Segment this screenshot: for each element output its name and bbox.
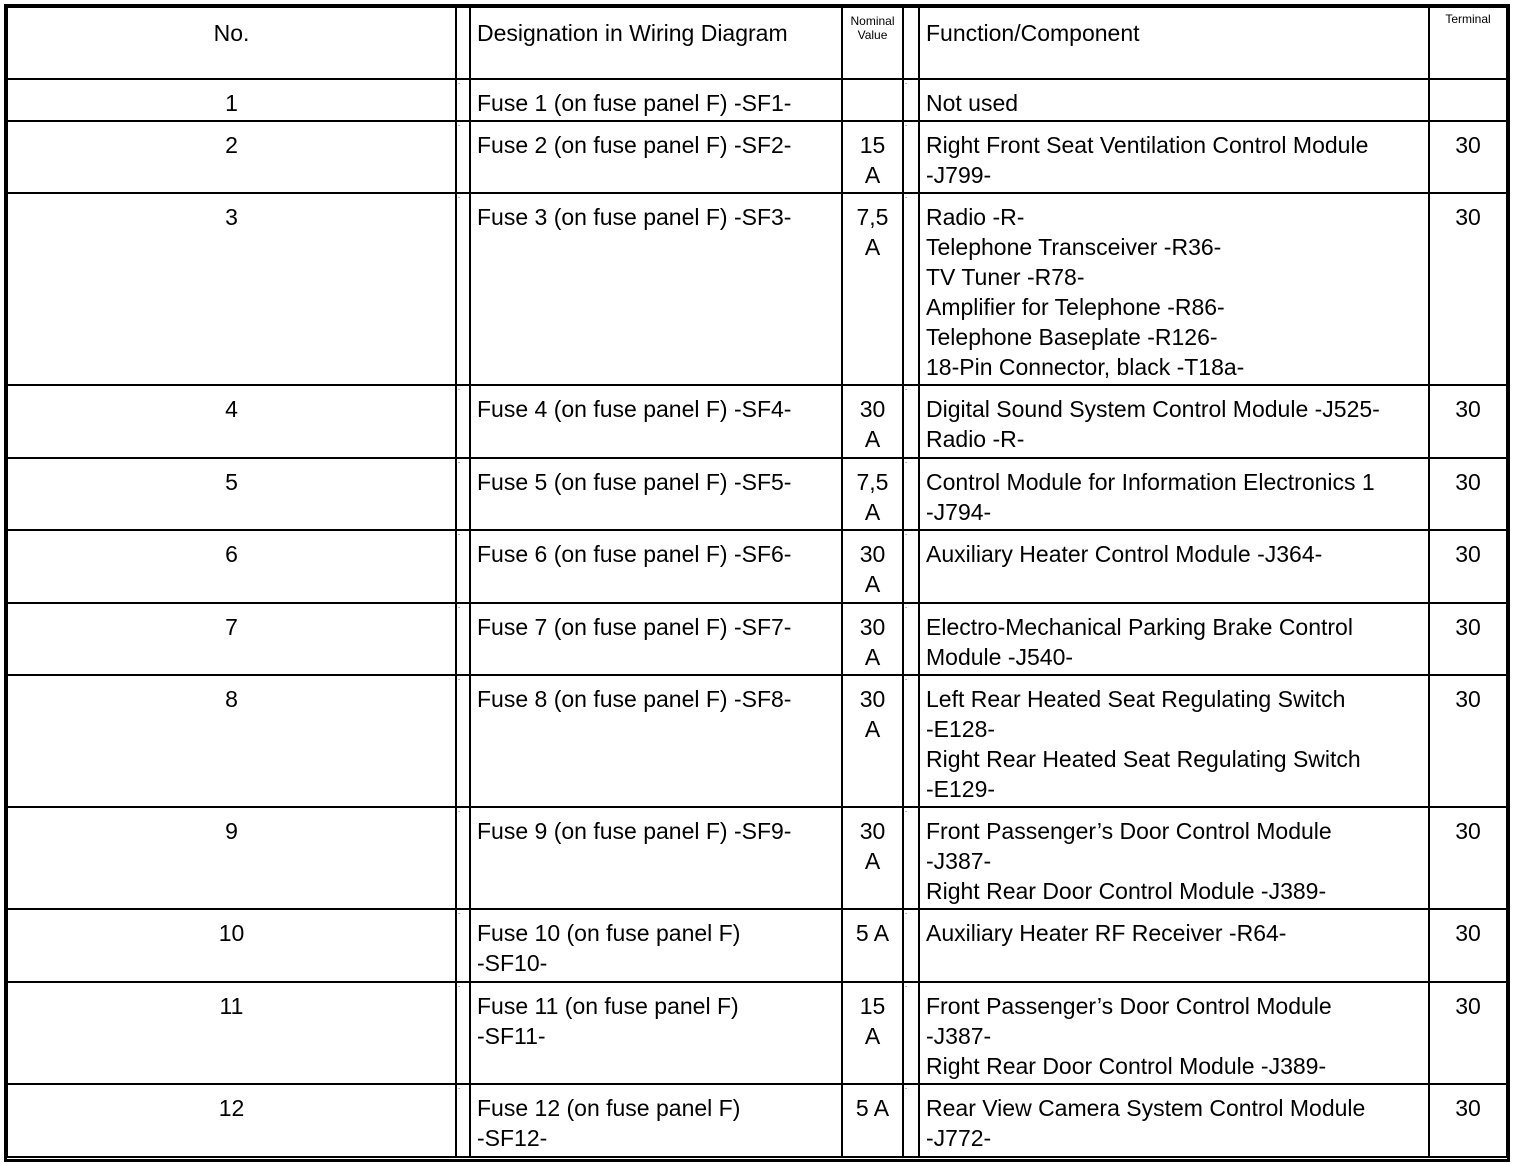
table-row bbox=[7, 603, 1507, 675]
nominal-value-line: A bbox=[864, 644, 881, 670]
function-cell bbox=[919, 385, 1429, 458]
terminal-cell bbox=[1429, 79, 1507, 121]
row-spacer: ˙ bbox=[456, 121, 470, 193]
designation-line: Fuse 11 (on fuse panel F) bbox=[477, 993, 739, 1019]
row-spacer: ˙ bbox=[456, 385, 470, 458]
function-cell bbox=[919, 121, 1429, 193]
terminal-cell: 30 bbox=[1429, 807, 1507, 909]
row-spacer: ˙ bbox=[903, 675, 919, 807]
fuse-number: 11 bbox=[7, 982, 456, 1084]
nominal-value-cell bbox=[842, 530, 903, 603]
function-cell bbox=[919, 530, 1429, 603]
row-spacer: ˙ bbox=[903, 121, 919, 193]
row-spacer: ˙ bbox=[903, 603, 919, 675]
terminal-cell: 30 bbox=[1429, 193, 1507, 385]
designation-line: Fuse 10 (on fuse panel F) bbox=[477, 920, 741, 946]
row-spacer: ˙ bbox=[456, 807, 470, 909]
fuse-number: 10 bbox=[7, 909, 456, 982]
row-spacer: ˙ bbox=[456, 193, 470, 385]
designation-cell bbox=[470, 909, 842, 982]
function-line: -E129- bbox=[926, 776, 996, 802]
table-row bbox=[7, 79, 1507, 121]
nominal-value-line: 7,5 bbox=[856, 469, 889, 495]
fuse-number: 8 bbox=[7, 675, 456, 807]
nominal-value-line: A bbox=[864, 1023, 881, 1049]
row-spacer: ˙ bbox=[456, 982, 470, 1084]
function-line: Rear View Camera System Control Module bbox=[926, 1095, 1366, 1121]
function-line: Front Passenger’s Door Control Module bbox=[926, 993, 1332, 1019]
designation-line: -SF12- bbox=[477, 1125, 548, 1151]
designation-cell bbox=[470, 1084, 842, 1157]
designation-line: Fuse 7 (on fuse panel F) -SF7- bbox=[477, 614, 792, 640]
nominal-value-line: A bbox=[864, 234, 881, 260]
row-spacer: ˙ bbox=[903, 79, 919, 121]
terminal-cell: 30 bbox=[1429, 675, 1507, 807]
function-cell bbox=[919, 79, 1429, 121]
function-line: Not used bbox=[926, 90, 1019, 116]
fuse-number: 7 bbox=[7, 603, 456, 675]
function-line: Telephone Baseplate -R126- bbox=[926, 324, 1218, 350]
designation-line: -SF11- bbox=[477, 1023, 546, 1049]
function-line: Front Passenger’s Door Control Module bbox=[926, 818, 1332, 844]
function-line: -J387- bbox=[926, 1023, 992, 1049]
designation-cell bbox=[470, 530, 842, 603]
header-row bbox=[7, 7, 1507, 79]
designation-line: Fuse 3 (on fuse panel F) -SF3- bbox=[477, 204, 792, 230]
fuse-number: 1 bbox=[7, 79, 456, 121]
nominal-value-line: 5 A bbox=[855, 1095, 890, 1121]
function-line: -J387- bbox=[926, 848, 992, 874]
function-cell bbox=[919, 1084, 1429, 1157]
function-line: Right Rear Heated Seat Regulating Switch bbox=[926, 746, 1361, 772]
designation-line: Fuse 2 (on fuse panel F) -SF2- bbox=[477, 132, 792, 158]
table-row bbox=[7, 807, 1507, 909]
nominal-value-cell bbox=[842, 193, 903, 385]
nominal-value-line: A bbox=[864, 162, 881, 188]
function-line: Right Rear Door Control Module -J389- bbox=[926, 878, 1327, 904]
designation-cell bbox=[470, 807, 842, 909]
row-spacer: ˙ bbox=[456, 675, 470, 807]
designation-line: Fuse 12 (on fuse panel F) bbox=[477, 1095, 741, 1121]
function-cell bbox=[919, 675, 1429, 807]
fuse-number: 5 bbox=[7, 458, 456, 530]
function-line: Radio -R- bbox=[926, 426, 1025, 452]
function-line: -E128- bbox=[926, 716, 996, 742]
nominal-value-line: A bbox=[864, 499, 881, 525]
row-spacer: ˙ bbox=[456, 458, 470, 530]
nominal-value-line: A bbox=[864, 571, 881, 597]
function-line: -J772- bbox=[926, 1125, 992, 1151]
row-spacer: ˙ bbox=[456, 530, 470, 603]
designation-cell bbox=[470, 121, 842, 193]
row-spacer: ˙ bbox=[903, 193, 919, 385]
function-line: Amplifier for Telephone -R86- bbox=[926, 294, 1225, 320]
function-line: Telephone Transceiver -R36- bbox=[926, 234, 1222, 260]
function-line: Left Rear Heated Seat Regulating Switch bbox=[926, 686, 1346, 712]
fuse-number: 12 bbox=[7, 1084, 456, 1157]
fuse-number: 4 bbox=[7, 385, 456, 458]
designation-line: -SF10- bbox=[477, 950, 548, 976]
designation-line: Fuse 4 (on fuse panel F) -SF4- bbox=[477, 396, 792, 422]
fuse-number: 6 bbox=[7, 530, 456, 603]
function-cell bbox=[919, 193, 1429, 385]
nominal-value-cell bbox=[842, 385, 903, 458]
table-row bbox=[7, 675, 1507, 807]
nominal-value-cell bbox=[842, 603, 903, 675]
row-spacer: ˙ bbox=[903, 1084, 919, 1157]
terminal-cell: 30 bbox=[1429, 909, 1507, 982]
nominal-value-line: 15 bbox=[859, 993, 886, 1019]
function-line: Auxiliary Heater RF Receiver -R64- bbox=[926, 920, 1287, 946]
nominal-value-cell bbox=[842, 121, 903, 193]
nominal-value-line: A bbox=[864, 426, 881, 452]
table-row bbox=[7, 458, 1507, 530]
nominal-value-line: 30 bbox=[859, 396, 886, 422]
function-cell bbox=[919, 603, 1429, 675]
header-nominal-line-2: Value bbox=[857, 28, 888, 42]
nominal-value-line: 30 bbox=[859, 541, 886, 567]
designation-line: Fuse 8 (on fuse panel F) -SF8- bbox=[477, 686, 792, 712]
terminal-cell: 30 bbox=[1429, 603, 1507, 675]
nominal-value-line: 30 bbox=[859, 614, 886, 640]
table-body bbox=[7, 7, 1507, 1157]
header-terminal: Terminal bbox=[1429, 7, 1507, 79]
function-line: 18-Pin Connector, black -T18a- bbox=[926, 354, 1245, 380]
row-spacer: ˙ bbox=[903, 909, 919, 982]
designation-line: Fuse 1 (on fuse panel F) -SF1- bbox=[477, 90, 792, 116]
function-line: TV Tuner -R78- bbox=[926, 264, 1085, 290]
row-spacer: ˙ bbox=[903, 385, 919, 458]
fuse-number: 9 bbox=[7, 807, 456, 909]
terminal-cell: 30 bbox=[1429, 982, 1507, 1084]
function-line: -J794- bbox=[926, 499, 992, 525]
function-line: Module -J540- bbox=[926, 644, 1074, 670]
nominal-value-line: 5 A bbox=[855, 920, 890, 946]
nominal-value-cell bbox=[842, 675, 903, 807]
header-no: No. bbox=[7, 7, 456, 79]
terminal-cell: 30 bbox=[1429, 530, 1507, 603]
nominal-value-line: A bbox=[864, 848, 881, 874]
function-cell bbox=[919, 909, 1429, 982]
designation-cell bbox=[470, 603, 842, 675]
designation-line: Fuse 9 (on fuse panel F) -SF9- bbox=[477, 818, 792, 844]
function-line: Auxiliary Heater Control Module -J364- bbox=[926, 541, 1323, 567]
function-line: Radio -R- bbox=[926, 204, 1025, 230]
nominal-value-cell bbox=[842, 982, 903, 1084]
function-cell bbox=[919, 458, 1429, 530]
table-row bbox=[7, 385, 1507, 458]
function-line: Right Front Seat Ventilation Control Module bbox=[926, 132, 1369, 158]
row-spacer: ˙ bbox=[456, 909, 470, 982]
designation-cell bbox=[470, 79, 842, 121]
designation-cell bbox=[470, 458, 842, 530]
fuse-number: 2 bbox=[7, 121, 456, 193]
header-nominal-value bbox=[842, 7, 903, 79]
nominal-value-cell bbox=[842, 909, 903, 982]
table-row bbox=[7, 193, 1507, 385]
nominal-value-line: A bbox=[864, 716, 881, 742]
terminal-cell: 30 bbox=[1429, 385, 1507, 458]
header-designation: Designation in Wiring Diagram bbox=[470, 7, 842, 79]
nominal-value-line: 15 bbox=[859, 132, 886, 158]
header-function: Function/Component bbox=[919, 7, 1429, 79]
nominal-value-cell bbox=[842, 807, 903, 909]
nominal-value-cell bbox=[842, 79, 903, 121]
table-row bbox=[7, 1084, 1507, 1157]
designation-cell bbox=[470, 193, 842, 385]
function-line: Digital Sound System Control Module -J525- bbox=[926, 396, 1380, 422]
nominal-value-cell bbox=[842, 458, 903, 530]
function-cell bbox=[919, 982, 1429, 1084]
nominal-value-line: 7,5 bbox=[856, 204, 889, 230]
function-line: -J799- bbox=[926, 162, 992, 188]
designation-line: Fuse 6 (on fuse panel F) -SF6- bbox=[477, 541, 792, 567]
designation-cell bbox=[470, 675, 842, 807]
function-line: Electro-Mechanical Parking Brake Control bbox=[926, 614, 1353, 640]
header-nominal-line-1: Nominal bbox=[850, 14, 895, 28]
row-spacer: ˙ bbox=[903, 530, 919, 603]
row-spacer: ˙ bbox=[456, 79, 470, 121]
terminal-cell: 30 bbox=[1429, 458, 1507, 530]
function-line: Right Rear Door Control Module -J389- bbox=[926, 1053, 1327, 1079]
header-spacer bbox=[456, 7, 470, 79]
row-spacer: ˙ bbox=[903, 807, 919, 909]
function-line: Control Module for Information Electronics 1 bbox=[926, 469, 1375, 495]
header-spacer bbox=[903, 7, 919, 79]
terminal-cell: 30 bbox=[1429, 1084, 1507, 1157]
row-spacer: ˙ bbox=[456, 603, 470, 675]
row-spacer: ˙ bbox=[456, 1084, 470, 1157]
row-spacer: ˙ bbox=[903, 458, 919, 530]
table-row bbox=[7, 121, 1507, 193]
designation-line: Fuse 5 (on fuse panel F) -SF5- bbox=[477, 469, 792, 495]
function-cell bbox=[919, 807, 1429, 909]
designation-cell bbox=[470, 982, 842, 1084]
nominal-value-line: 30 bbox=[859, 686, 886, 712]
table-row bbox=[7, 530, 1507, 603]
fuse-table bbox=[6, 6, 1508, 1158]
terminal-cell: 30 bbox=[1429, 121, 1507, 193]
nominal-value-line: 30 bbox=[859, 818, 886, 844]
table-row bbox=[7, 909, 1507, 982]
row-spacer: ˙ bbox=[903, 982, 919, 1084]
table-row bbox=[7, 982, 1507, 1084]
fuse-number: 3 bbox=[7, 193, 456, 385]
nominal-value-cell bbox=[842, 1084, 903, 1157]
designation-cell bbox=[470, 385, 842, 458]
